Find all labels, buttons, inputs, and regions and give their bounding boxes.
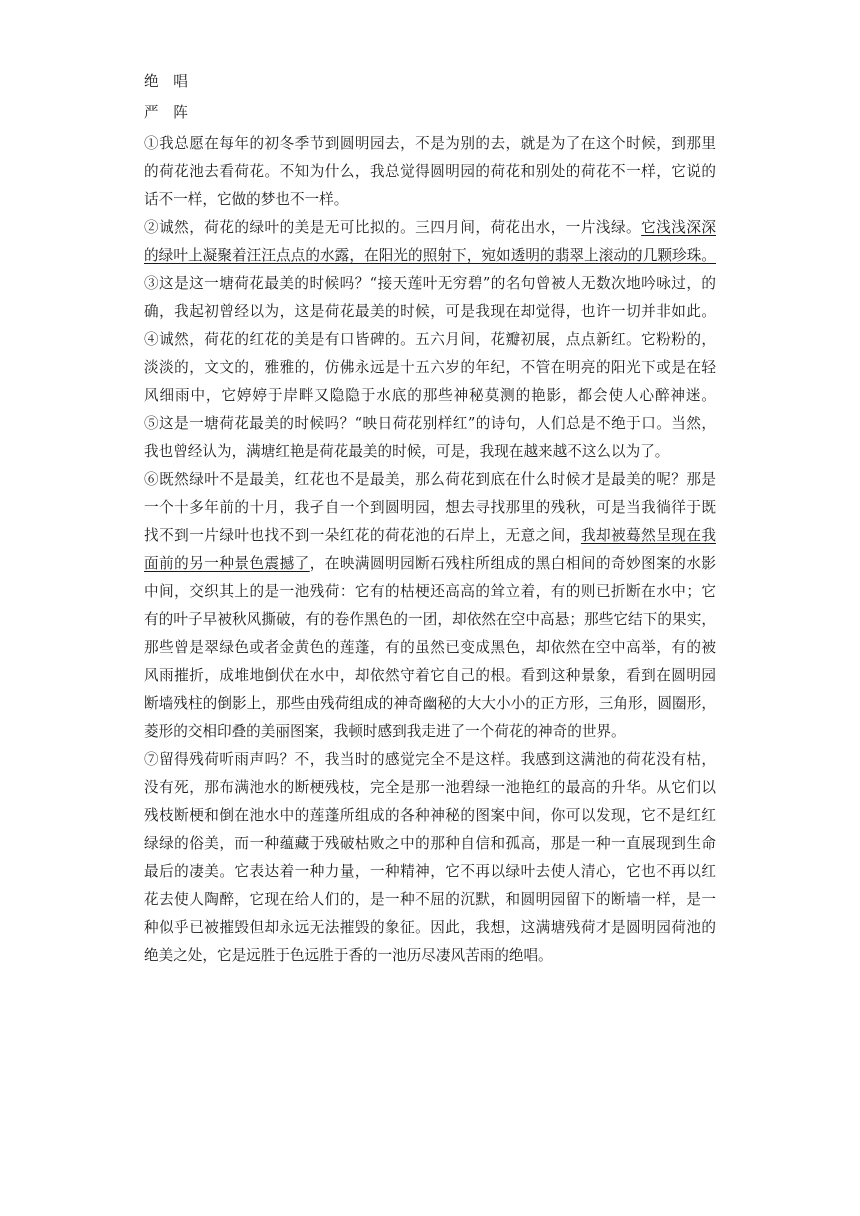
paragraph-line [144,746,716,774]
text-span: 话不一样，它做的梦也不一样。 [144,191,349,208]
text-span: 中间，交织其上的是一池残荷：它有的枯梗还高高的耸立着，有的则已折断在水中；它 [144,583,716,600]
text-span: ，在映满圆明园断石残柱所组成的黑白相间的奇妙图案的水影 [309,555,716,572]
paragraph-line [144,718,716,746]
paragraph-line [144,326,716,354]
paragraph-line [144,410,716,438]
paragraph-line [144,550,716,578]
paragraph-1 [144,130,716,214]
paragraph-line [144,886,716,914]
text-span: 的荷花池去看荷花。不知为什么，我总觉得圆明园的荷花和别处的荷花不一样，它说的 [144,163,716,180]
paragraph-line [144,690,716,718]
paragraph-line [144,606,716,634]
paragraph-7 [144,746,716,970]
paragraph-line [144,634,716,662]
paragraph-6 [144,466,716,746]
text-span: 确，我起初曾经以为，这是荷花最美的时候，可是我现在却觉得，也许一切并非如此。 [144,303,716,320]
underlined-text: 它浅浅深深 [641,219,716,236]
paragraph-line [144,158,716,186]
text-span: ⑦留得残荷听雨声吗？不，我当时的感觉完全不是这样。我感到这满池的荷花没有枯， [144,751,716,768]
paragraph-line [144,466,716,494]
paragraph-line [144,186,716,214]
underlined-text: 面前的另一种景色震撼了 [144,555,310,572]
text-span: ⑥既然绿叶不是最美，红花也不是最美，那么荷花到底在什么时候才是最美的呢？那是 [144,471,716,488]
text-span: 残枝断梗和倒在池水中的莲蓬所组成的各种神秘的图案中间，你可以发现，它不是红红 [144,807,716,824]
paragraph-line [144,522,716,550]
paragraph-line [144,578,716,606]
text-span: 没有死，那布满池水的断梗残枝，完全是那一池碧绿一池艳红的最高的升华。从它们以 [144,779,716,796]
paragraph-line [144,830,716,858]
text-span: 一个十多年前的十月，我孑自一个到圆明园，想去寻找那里的残秋，可是当我徜徉于既 [144,499,716,516]
underlined-text: 的绿叶上凝聚着汪汪点点的水露，在阳光的照射下，宛如透明的翡翠上滚动的几颗珍珠。 [144,247,716,264]
paragraph-line [144,242,716,270]
text-span: 风雨摧折，成堆地倒伏在水中，却依然守着它自己的根。看到这种景象，看到在圆明园 [144,667,716,684]
text-span: 有的叶子早被秋风撕破，有的卷作黑色的一团，却依然在空中高悬；那些它结下的果实， [144,611,716,628]
text-span: ④诚然，荷花的红花的美是有口皆碑的。五六月间，花瓣初展，点点新红。它粉粉的， [144,331,716,348]
text-span: 那些曾是翠绿色或者金黄色的莲蓬，有的虽然已变成黑色，却依然在空中高举，有的被 [144,639,716,656]
paragraph-line [144,214,716,242]
paragraph-line [144,130,716,158]
underlined-text: 我却被蓦然呈现在我 [580,527,716,544]
paragraph-3 [144,270,716,326]
paragraph-line [144,914,716,942]
paragraph-line [144,858,716,886]
paragraph-line [144,494,716,522]
paragraph-line [144,774,716,802]
text-span: 最后的凄美。它表达着一种力量，一种精神，它不再以绿叶去使人清心，它也不再以红 [144,863,716,880]
paragraph-2 [144,214,716,270]
text-span: ①我总愿在每年的初冬季节到圆明园去，不是为别的去，就是为了在这个时候，到那里 [144,135,716,152]
text-span: ③这是这一塘荷花最美的时候吗？“接天莲叶无穷碧”的名句曾被人无数次地吟咏过，的 [144,275,716,292]
paragraph-line [144,942,716,970]
text-span: 绝美之处，它是远胜于色远胜于香的一池历尽凄风苦雨的绝唱。 [144,947,553,964]
paragraph-line [144,802,716,830]
paragraph-line [144,354,716,382]
text-span: 菱形的交相印叠的美丽图案，我顿时感到我走进了一个荷花的神奇的世界。 [144,723,626,740]
paragraph-line [144,298,716,326]
text-span: ②诚然，荷花的绿叶的美是无可比拟的。三四月间，荷花出水，一片浅绿。 [144,219,642,236]
paragraph-4 [144,326,716,410]
paragraph-line [144,662,716,690]
paragraph-line [144,270,716,298]
text-span: 种似乎已被摧毁但却永远无法摧毁的象征。因此，我想，这满塘残荷才是圆明园荷池的 [144,919,716,936]
text-span: 花去使人陶醉，它现在给人们的，是一种不屈的沉默，和圆明园留下的断墙一样，是一 [144,891,716,908]
paragraph-line [144,382,716,410]
text-span: ⑤这是一塘荷花最美的时候吗？“映日荷花别样红”的诗句，人们总是不绝于口。当然， [144,415,716,432]
text-span: 淡淡的，文文的，雅雅的，仿佛永远是十五六岁的年纪，不管在明亮的阳光下或是在轻 [144,359,716,376]
article [144,68,716,970]
article-author: 严 阵 [144,104,193,121]
paragraph-line [144,438,716,466]
article-title: 绝 唱 [144,73,193,90]
text-span: 找不到一片绿叶也找不到一朵红花的荷花池的石岸上，无意之间， [144,527,581,544]
text-span: 绿绿的俗美，而一种蕴藏于残破枯败之中的那种自信和孤高，那是一种一直展现到生命 [144,835,716,852]
text-span: 断墙残柱的倒影上，那些由残荷组成的神奇幽秘的大大小小的正方形，三角形，圆圈形， [144,695,716,712]
text-span: 风细雨中，它婷婷于岸畔又隐隐于水底的那些神秘莫测的艳影，都会使人心醉神迷。 [144,387,716,404]
paragraph-5 [144,410,716,466]
text-span: 我也曾经认为，满塘红艳是荷花最美的时候，可是，我现在越来越不这么以为了。 [144,443,670,460]
